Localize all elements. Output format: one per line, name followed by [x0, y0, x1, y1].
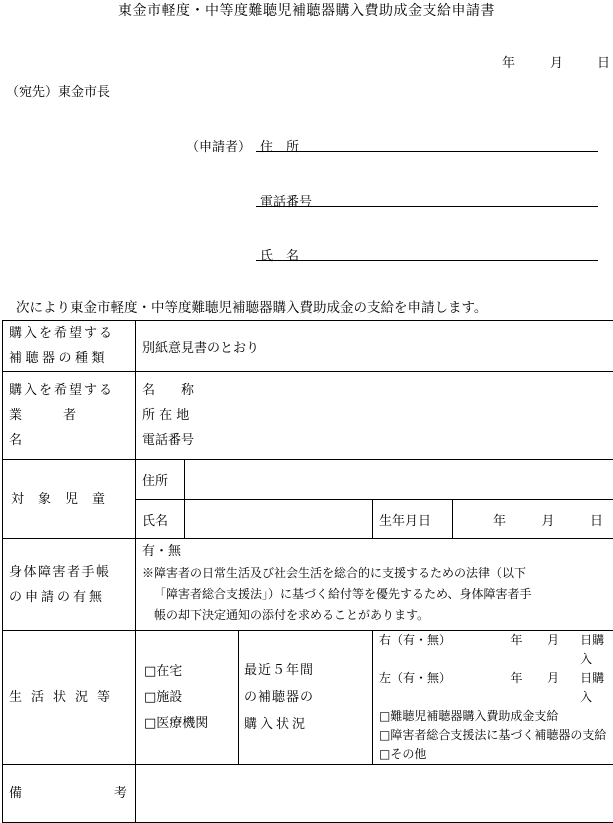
handbook-label-line1: 身体障害者手帳 — [9, 560, 135, 585]
recent-label-line1: 最近５年間 — [244, 657, 372, 684]
remarks-label: 備 考 — [9, 781, 135, 806]
left-purchase-label: 日購入 — [580, 669, 613, 707]
handbook-label-cell — [3, 539, 136, 631]
applicant-address-field[interactable] — [256, 151, 598, 152]
left-month-label: 月 — [547, 669, 580, 707]
vendor-info-cell[interactable] — [136, 372, 613, 460]
addressee: （宛先）東金市長 — [6, 81, 110, 100]
living-label: 生活状況等 — [9, 685, 135, 710]
vendor-label-cell — [3, 372, 136, 460]
vendor-phone-label: 電話番号 — [142, 428, 613, 453]
child-label: 対象児童 — [9, 487, 135, 512]
living-options-cell — [136, 631, 239, 765]
left-year-label: 年 — [471, 669, 548, 707]
page-title: 東金市軽度・中等度難聴児補聴器購入費助成金支給申請書 — [0, 0, 613, 20]
birth-year-label: 年 — [493, 510, 506, 529]
right-ear-line[interactable] — [373, 631, 613, 669]
applicant-name-field[interactable] — [256, 260, 598, 261]
support-option-3[interactable]: □その他 — [373, 745, 613, 764]
vendor-row — [3, 372, 613, 460]
applicant-label: （申請者） — [186, 136, 251, 155]
applicant-address-label: 住 所 — [260, 136, 299, 155]
recent-label-line2: の補聴器の — [244, 684, 372, 711]
vendor-label-line1: 購入を希望する — [9, 378, 135, 403]
birth-day-label: 日 — [590, 510, 603, 529]
vendor-name-label: 名 称 — [142, 378, 613, 403]
right-year-label: 年 — [471, 631, 548, 669]
applicant-phone-label: 電話番号 — [260, 191, 312, 210]
living-option-facility[interactable]: □施設 — [136, 685, 238, 711]
intro-text: 次により東金市軽度・中等度難聴児補聴器購入費助成金の支給を申請します。 — [16, 296, 487, 316]
handbook-note-line3: 帳の却下決定通知の添付を求めることがあります。 — [142, 605, 609, 626]
child-birthdate-label: 生年月日 — [373, 500, 453, 539]
child-address-label: 住所 — [136, 460, 185, 500]
vendor-location-label: 所 在 地 — [142, 403, 613, 428]
device-type-label-line2: 補聴器の種類 — [9, 346, 135, 371]
recent-label-line3: 購入状況 — [244, 711, 372, 738]
support-option-1[interactable]: □難聴児補聴器購入費助成金支給 — [373, 707, 613, 726]
applicant-name-label: 氏 名 — [260, 245, 299, 264]
child-address-field[interactable] — [185, 460, 613, 500]
living-row — [3, 631, 613, 765]
device-type-label-line1: 購入を希望する — [9, 321, 135, 346]
right-purchase-label: 日購入 — [580, 631, 613, 669]
child-name-label: 氏名 — [136, 500, 185, 539]
child-name-field[interactable] — [185, 500, 373, 539]
right-month-label: 月 — [547, 631, 580, 669]
left-ear-line[interactable] — [373, 669, 613, 707]
handbook-note-line2: 「障害者総合支援法」）に基づく給付等を優先するため、身体障害者手 — [142, 584, 609, 605]
applicant-phone-field[interactable] — [256, 206, 598, 207]
date-year-label: 年 — [502, 52, 515, 71]
living-label-cell — [3, 631, 136, 765]
vendor-label-line2: 業 者 名 — [9, 403, 135, 453]
date-day-label: 日 — [597, 52, 610, 71]
device-type-label-cell — [3, 321, 136, 372]
handbook-note-line1: ※障害者の日常生活及び社会生活を総合的に支援するための法律（以下 — [142, 563, 609, 584]
living-option-home[interactable]: □在宅 — [136, 659, 238, 685]
recent-label-cell — [239, 631, 373, 765]
date-month-label: 月 — [550, 52, 563, 71]
child-label-cell — [3, 460, 136, 539]
handbook-row — [3, 539, 613, 631]
birth-month-label: 月 — [542, 510, 555, 529]
right-ear-label: 右（有・無） — [379, 631, 471, 669]
child-address-row — [3, 460, 613, 500]
recent-purchase-cell — [373, 631, 613, 765]
support-option-2[interactable]: □障害者総合支援法に基づく補聴器の支給 — [373, 726, 613, 745]
application-form-table — [2, 320, 613, 823]
handbook-label-line2: の申請の有無 — [9, 585, 135, 610]
device-type-row — [3, 321, 613, 372]
left-ear-label: 左（有・無） — [379, 669, 471, 707]
device-type-value[interactable]: 別紙意見書のとおり — [136, 321, 613, 372]
handbook-options[interactable]: 有・無 — [142, 541, 609, 563]
living-option-medical[interactable]: □医療機関 — [136, 711, 238, 737]
handbook-content-cell — [136, 539, 613, 631]
child-birthdate-field[interactable] — [453, 500, 613, 539]
